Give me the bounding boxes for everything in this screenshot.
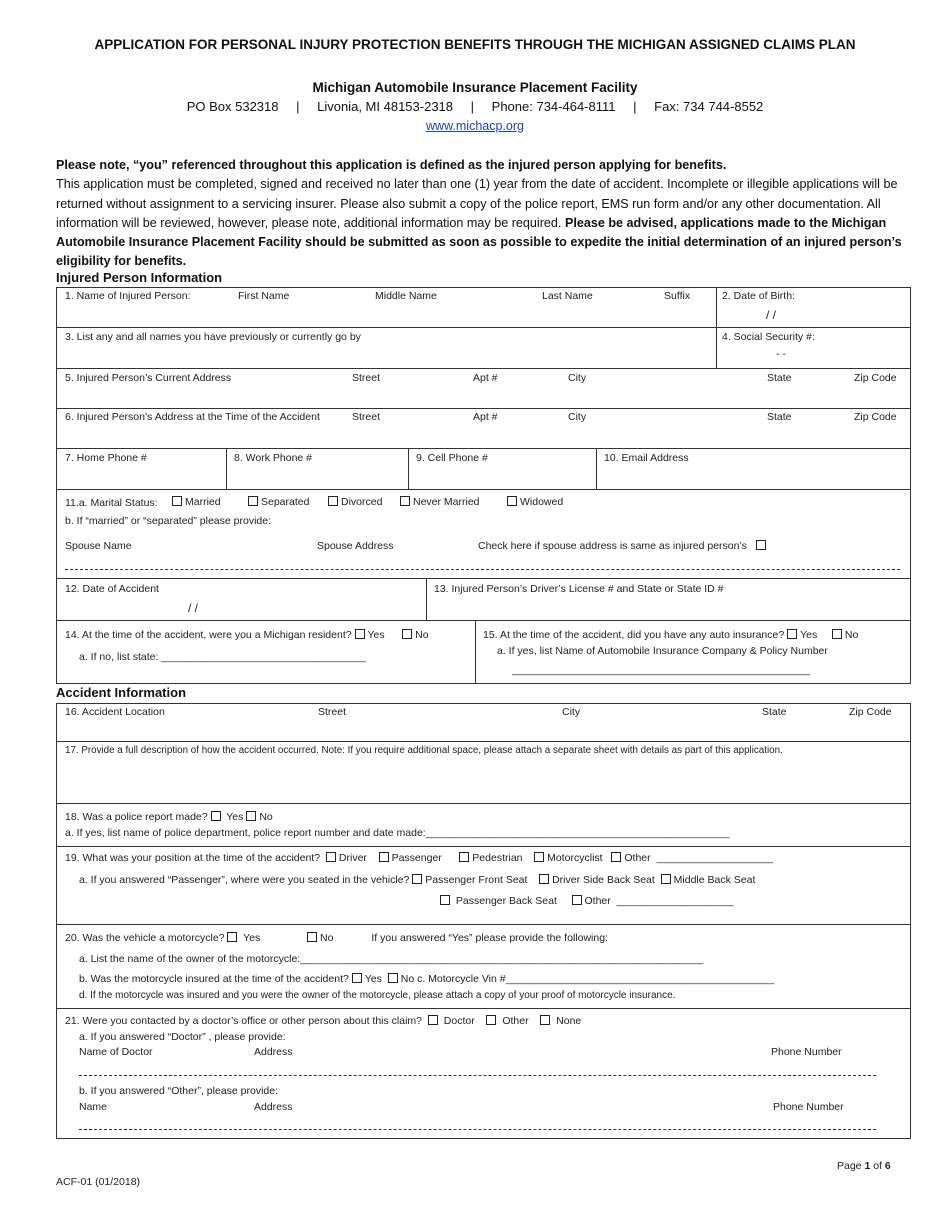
state-label[interactable]: State	[767, 372, 792, 384]
street-label[interactable]: Street	[318, 706, 347, 718]
col-divider	[426, 579, 427, 621]
injured-heading: Injured Person Information	[56, 270, 223, 285]
zip-label[interactable]: Zip Code	[854, 411, 897, 423]
intro-body: This application must be completed, signed and received no later than one (1) year from the date of accident. Incomplete or illegible applications will be returned without assignment to a servicing insurer. Please also submit a copy of the police report, EMS run form and/or any other documentation. All information will be reviewed, however, please note, additional information may be required.	[56, 177, 898, 230]
q20b-label: b. Was the motorcycle insured at the time of the accident? Yes No c. Motorcycle Vin #______________________________________________	[79, 973, 775, 985]
q19-label: 19. What was your position at the time of the accident? Driver Passenger Pedestrian Motorcyclist Other ____________________	[65, 852, 774, 864]
state-label[interactable]: State	[762, 706, 787, 718]
fax: Fax: 734 744-8552	[654, 99, 764, 114]
q21-label: 21. Were you contacted by a doctor’s office or other person about this claim? Doctor Other None	[65, 1015, 582, 1027]
checkbox-icon[interactable]	[832, 629, 842, 639]
checkbox-icon[interactable]	[355, 629, 365, 639]
intro-note: Please note, “you” referenced throughout this application is defined as the injured person applying for benefits.	[56, 158, 727, 172]
checkbox-icon[interactable]	[379, 852, 389, 862]
cell-phone-field[interactable]: 9. Cell Phone #	[416, 452, 488, 464]
q11b-label: b. If “married” or “separated” please provide:	[65, 515, 272, 527]
email-field[interactable]: 10. Email Address	[604, 452, 689, 464]
last-name-label[interactable]: Last Name	[542, 290, 593, 302]
contact-line	[0, 99, 950, 114]
other-line	[79, 1129, 876, 1130]
other-name-field[interactable]: Name	[79, 1101, 108, 1113]
q21a-label: a. If you answered “Doctor” , please provide:	[79, 1031, 286, 1043]
col-divider	[596, 449, 597, 490]
checkbox-icon[interactable]	[539, 874, 549, 884]
page-number: Page 1 of 6	[837, 1160, 891, 1172]
checkbox-icon[interactable]	[611, 852, 621, 862]
other-phone-field[interactable]: Phone Number	[773, 1101, 844, 1113]
checkbox-icon[interactable]	[326, 852, 336, 862]
intro-text	[56, 156, 926, 272]
q20d-label: d. If the motorcycle was insured and you were the owner of the motorcycle, please attach a copy of your proof of motorcycle insurance.	[79, 990, 676, 1001]
work-phone-field[interactable]: 8. Work Phone #	[234, 452, 313, 464]
married-checkbox[interactable]: Married	[172, 496, 221, 508]
street-label[interactable]: Street	[352, 411, 381, 423]
form-id: ACF-01 (01/2018)	[56, 1176, 141, 1188]
q14-label: 14. At the time of the accident, were you a Michigan resident? Yes No	[65, 629, 429, 641]
zip-label[interactable]: Zip Code	[849, 706, 892, 718]
q4-label: 4. Social Security #:	[722, 331, 815, 343]
checkbox-icon[interactable]	[428, 1015, 438, 1025]
checkbox-icon[interactable]	[402, 629, 412, 639]
q19a-line2: Passenger Back Seat Other ____________________	[440, 895, 733, 907]
checkbox-icon[interactable]	[787, 629, 797, 639]
home-phone-field[interactable]: 7. Home Phone #	[65, 452, 147, 464]
col-divider	[716, 287, 717, 369]
website-link[interactable]: www.michacp.org	[426, 119, 524, 133]
city-label[interactable]: City	[568, 372, 587, 384]
checkbox-icon[interactable]	[440, 895, 450, 905]
col-divider	[226, 449, 227, 490]
q19a-label: a. If you answered “Passenger”, where were you seated in the vehicle? Passenger Front Seat Driver Side Back Seat Middle Back Seat	[79, 874, 756, 886]
doctor-name-field[interactable]: Name of Doctor	[79, 1046, 153, 1058]
other-address-field[interactable]: Address	[254, 1101, 293, 1113]
suffix-label[interactable]: Suffix	[664, 290, 691, 302]
checkbox-icon[interactable]	[486, 1015, 496, 1025]
apt-label[interactable]: Apt #	[473, 372, 498, 384]
dob-field[interactable]: / /	[766, 308, 777, 322]
q15-label: 15. At the time of the accident, did you have any auto insurance? Yes No	[483, 629, 859, 641]
q11a-label: 11.a. Marital Status:	[65, 497, 158, 509]
spouse-name-field[interactable]: Spouse Name	[65, 540, 132, 552]
spouse-address-field[interactable]: Spouse Address	[317, 540, 394, 552]
middle-name-label[interactable]: Middle Name	[375, 290, 437, 302]
accident-heading: Accident Information	[56, 685, 187, 700]
checkbox-icon[interactable]	[534, 852, 544, 862]
q18a-label[interactable]: a. If yes, list name of police department, police report number and date made:____________________________________________________	[65, 827, 730, 839]
zip-label[interactable]: Zip Code	[854, 372, 897, 384]
q12-label: 12. Date of Accident	[65, 583, 159, 595]
phone: Phone: 734-464-8111	[491, 99, 616, 114]
q13-label: 13. Injured Person’s Driver’s License # and State or State ID #	[434, 583, 724, 595]
q15-line[interactable]: ___________________________________________________	[512, 664, 810, 676]
doctor-address-field[interactable]: Address	[254, 1046, 293, 1058]
intro-advise: Please be advised, applications made to the Michigan Automobile Insurance Placement Facility should be submitted as soon as possible to expedite the initial determination of an injured person’s eligibility for benefits.	[56, 215, 902, 269]
ssn-field[interactable]: - -	[776, 348, 786, 360]
checkbox-icon[interactable]	[211, 811, 221, 821]
po-box: PO Box 532318	[186, 99, 279, 114]
separator: |	[470, 99, 475, 114]
q5-label: 5. Injured Person’s Current Address	[65, 372, 232, 384]
checkbox-icon[interactable]	[388, 973, 398, 983]
checkbox-icon[interactable]	[540, 1015, 550, 1025]
form-title: APPLICATION FOR PERSONAL INJURY PROTECTION BENEFITS THROUGH THE MICHIGAN ASSIGNED CLAIMS PLAN	[94, 37, 856, 52]
q15a-label: a. If yes, list Name of Automobile Insurance Company & Policy Number	[497, 645, 828, 657]
checkbox-icon[interactable]	[248, 496, 258, 506]
q6-label: 6. Injured Person’s Address at the Time of the Accident	[65, 411, 320, 423]
street-label[interactable]: Street	[352, 372, 381, 384]
apt-label[interactable]: Apt #	[473, 411, 498, 423]
checkbox-icon[interactable]	[507, 496, 517, 506]
checkbox-icon[interactable]	[352, 973, 362, 983]
separator: |	[633, 99, 637, 114]
doctor-line	[79, 1075, 876, 1076]
checkbox-icon[interactable]	[572, 895, 582, 905]
checkbox-icon[interactable]	[246, 811, 256, 821]
q20a-label[interactable]: a. List the name of the owner of the motorcycle:_____________________________________________________________________	[79, 953, 704, 965]
q14a-label[interactable]: a. If no, list state: ___________________________________	[79, 651, 366, 663]
widowed-checkbox[interactable]: Widowed	[507, 496, 563, 508]
separated-checkbox[interactable]: Separated	[248, 496, 309, 508]
checkbox-icon[interactable]	[661, 874, 671, 884]
q17-label[interactable]: 17. Provide a full description of how the accident occurred. Note: If you require additional space, please attach a separate sheet with details as part of this application.	[65, 745, 783, 756]
state-label[interactable]: State	[767, 411, 792, 423]
col-divider	[475, 621, 476, 684]
q2-label: 2. Date of Birth:	[722, 290, 795, 302]
checkbox-icon[interactable]	[328, 496, 338, 506]
checkbox-icon[interactable]	[756, 540, 766, 550]
city-label[interactable]: City	[562, 706, 581, 718]
checkbox-icon[interactable]	[412, 874, 422, 884]
checkbox-icon[interactable]	[459, 852, 469, 862]
accident-date-field[interactable]: / /	[188, 601, 199, 615]
divorced-checkbox[interactable]: Divorced	[328, 496, 382, 508]
checkbox-icon[interactable]	[400, 496, 410, 506]
q16-label: 16. Accident Location	[65, 706, 165, 718]
spouse-line	[65, 569, 900, 570]
q1-label: 1. Name of Injured Person:	[65, 290, 191, 302]
col-divider	[408, 449, 409, 490]
city-address: Livonia, MI 48153-2318	[317, 99, 454, 114]
checkbox-icon[interactable]	[307, 932, 317, 942]
doctor-phone-field[interactable]: Phone Number	[771, 1046, 842, 1058]
checkbox-icon[interactable]	[227, 932, 237, 942]
q20-label: 20. Was the vehicle a motorcycle? Yes No If you answered “Yes” please provide the following:	[65, 932, 608, 944]
checkbox-icon[interactable]	[172, 496, 182, 506]
never-married-checkbox[interactable]: Never Married	[400, 496, 480, 508]
q18-label: 18. Was a police report made? Yes No	[65, 811, 273, 823]
city-label[interactable]: City	[568, 411, 587, 423]
q21b-label: b. If you answered “Other”, please provide:	[79, 1085, 279, 1097]
first-name-label[interactable]: First Name	[238, 290, 290, 302]
separator: |	[296, 99, 300, 114]
q3-label: 3. List any and all names you have previously or currently go by	[65, 331, 361, 343]
organization-name: Michigan Automobile Insurance Placement Facility	[312, 80, 638, 95]
spouse-same-checkbox[interactable]: Check here if spouse address is same as injured person’s	[478, 540, 769, 552]
